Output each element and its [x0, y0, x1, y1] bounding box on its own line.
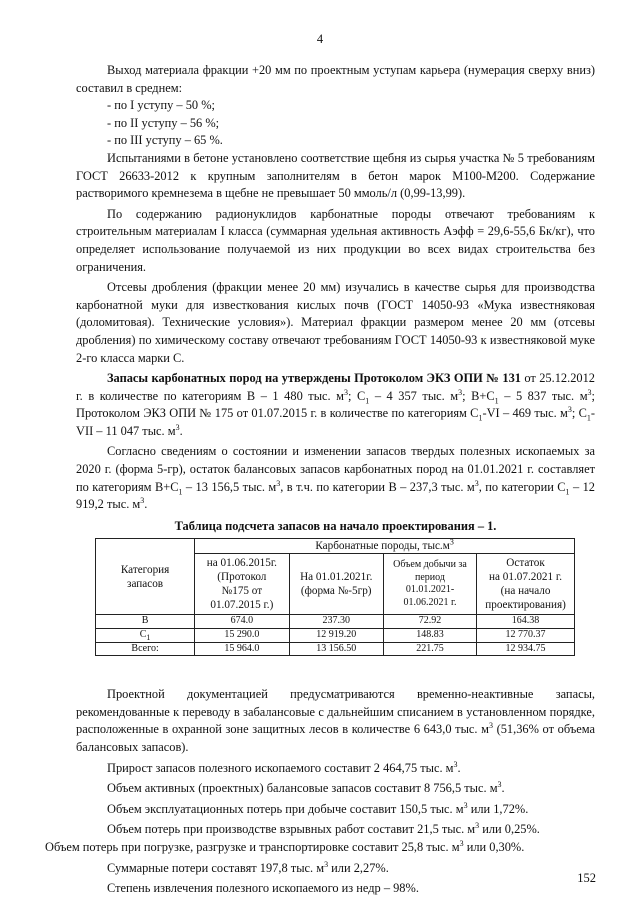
table-cell: 12 919.20: [289, 629, 383, 643]
list-item-step-3: - по III уступу – 65 %.: [107, 133, 223, 148]
table-caption: Таблица подсчета запасов на начало проектирования – 1.: [174, 518, 497, 533]
paragraph-screenings: Отсевы дробления (фракции менее 20 мм) изучались в качестве сырья для производства карбонатной муки для известкования кислых почв (ГОСТ 14050-93 «Мука известняковая (доломитовая). Технические условия»). Материал фракции размером менее 20 мм (отсевы дробления) по химическому составу отвечают требованиям ГОСТ 14050-93 к известняковой муке 2-го класса марки С.: [76, 280, 595, 365]
reserves-table: [95, 538, 575, 656]
paragraph-operational-losses: Объем эксплуатационных потерь при добыче составит 150,5 тыс. $м^3$ или 1,72%.: [107, 800, 529, 816]
category-header: Категория запасов: [96, 539, 195, 615]
paragraph-yield: Выход материала фракции +20 мм по проектным уступам карьера (нумерация сверху вниз) составил в среднем:: [76, 63, 595, 95]
table-cell: 221.75: [383, 642, 476, 656]
paragraph-total-losses: Суммарные потери составят 197,8 тыс. $м^3$ или 2,27%.: [107, 859, 389, 875]
group-header: Карбонатные породы, $тыс.м^3$: [195, 539, 575, 554]
document-body: [45, 62, 595, 898]
table-cell: 148.83: [383, 629, 476, 643]
paragraph-loading-losses: Объем потерь при погрузке, разгрузке и транспортировке составит 25,8 тыс. $м^3$ или 0,30%.: [45, 838, 525, 854]
page-number-top: 4: [316, 32, 324, 46]
table-cell: 12 934.75: [477, 642, 575, 656]
table-header-row: [96, 539, 575, 554]
paragraph-balance-2020: Согласно сведениям о состоянии и изменении запасов твердых полезных ископаемых за 2020 г. (форма 5-гр), остаток балансовых запасов карбонатных пород на 01.01.2021 г. составляет по категориям $В+С_1 - 13$ 156,5 тыс. $м^3$, в т.ч. по категории В – 237,3 тыс. $м^3$, по категории $С_1 - 12$ 919,2 тыс. $м^3$.: [76, 444, 595, 512]
table-cell: 237.30: [289, 615, 383, 629]
paragraph-reserves-protocol: Запасы карбонатных пород на утверждены Протоколом ЭКЗ ОПИ № 131 от 25.12.2012 г. в количестве по категориям В – 1 480 тыс. $м^3$; $С_1 - 4$ 357 тыс. $м^3$; $В+С_1 - 5$ 837 тыс. $м^3$; Протоколом ЭКЗ ОПИ № 175 от 01.07.2015 г. в количестве по категориям $С_1-VI - 469$ тыс. $м^3$; $С_1$-VII – 11 047 тыс. $м^3$.: [76, 371, 595, 438]
list-item-step-2: - по II уступу – 56 %;: [107, 115, 220, 130]
header-col-remainder: Остаток на 01.07.2021 г. (на начало проектирования): [477, 554, 575, 615]
header-col-2021: На 01.01.2021г. (форма №-5гр): [289, 554, 383, 615]
paragraph-extraction-rate: Степень извлечения полезного ископаемого из недр – 98%.: [107, 881, 419, 896]
list-item-step-1: - по I уступу – 50 %;: [107, 98, 215, 113]
table-cell: 15 290.0: [195, 629, 289, 643]
table-cell: 12 770.37: [477, 629, 575, 643]
paragraph-increase: Прирост запасов полезного ископаемого составит 2 464,75 тыс. $м^3$.: [107, 759, 461, 775]
table-cell: 72.92: [383, 615, 476, 629]
paragraph-concrete-tests: Испытаниями в бетоне установлено соответствие щебня из сырья участка № 5 требованиям ГОСТ 26633-2012 к крупным заполнителям в бетон марок М100-М200. Содержание растворимого кремнезема в щебне не превышает 50 ммоль/л (0,99-13,99).: [76, 150, 595, 201]
header-col-extraction: Объем добычи за период 01.01.2021- 01.06.2021 г.: [383, 554, 476, 615]
page-number-bottom: 152: [577, 871, 596, 885]
paragraph-inactive-reserves: Проектной документацией предусматриваются временно-неактивные запасы, рекомендованные к переводу в забалансовые с дальнейшим списанием в установленном порядке, расположенные в охранной зоне защитных лесов в количестве 6 643,0 тыс. $м^3$ (51,36% от объема балансовых запасов).: [76, 687, 595, 754]
table-cell: 15 964.0: [195, 642, 289, 656]
table-cell: 674.0: [195, 615, 289, 629]
table-row-total: [96, 642, 575, 656]
paragraph-blasting-losses: Объем потерь при производстве взрывных работ составит 21,5 тыс. $м^3$ или 0,25%.: [107, 821, 540, 837]
paragraph-radionuclides: По содержанию радионуклидов карбонатные породы отвечают требованиям к строительным материалам I класса (суммарная удельная активность Аэфф = 29,6-55,6 Бк/кг), что определяет использование получаемой из них продукции во всех видах строительства без ограничения.: [76, 206, 595, 274]
table-cell: 13 156.50: [289, 642, 383, 656]
header-col-2015: на 01.06.2015г. (Протокол №175 от 01.07.2015 г.): [195, 554, 289, 615]
table-row: [96, 615, 575, 629]
row-category: В: [96, 615, 195, 629]
paragraph-active-reserves: Объем активных (проектных) балансовые запасов составит 8 756,5 тыс. $м^3$.: [107, 780, 505, 796]
reserves-protocol-bold: Запасы карбонатных пород на утверждены Протоколом ЭКЗ ОПИ № 131: [107, 371, 521, 386]
table-cell: 164.38: [477, 615, 575, 629]
row-category: $С_1$: [96, 629, 195, 643]
table-row: [96, 629, 575, 643]
row-category: Всего:: [96, 642, 195, 656]
